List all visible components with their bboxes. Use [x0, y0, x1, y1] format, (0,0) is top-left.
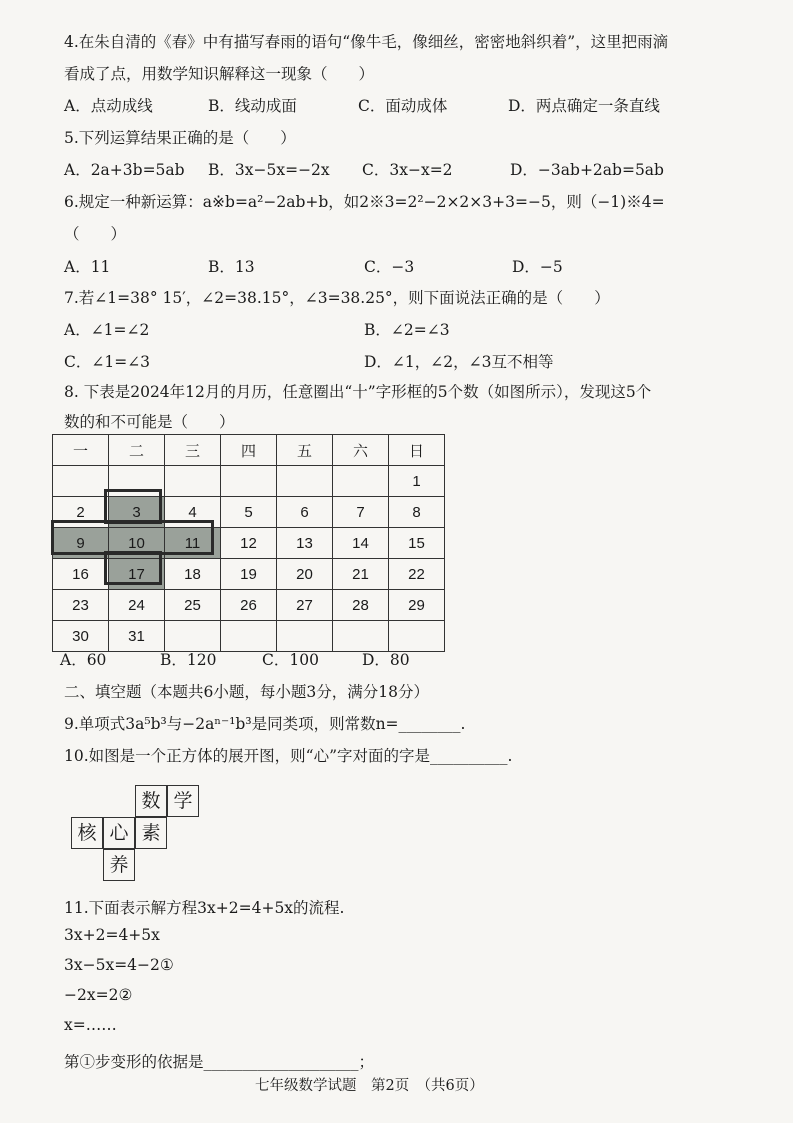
calendar-header-cell: 三	[165, 435, 221, 466]
q11-step-3: −2x=2②	[64, 986, 133, 1004]
q11-step-4: x=……	[64, 1016, 117, 1034]
calendar-header-cell: 一	[53, 435, 109, 466]
calendar-day-cell: 12	[221, 528, 277, 559]
q11-stem: 11.下面表示解方程3x+2=4+5x的流程.	[64, 899, 345, 917]
calendar-day-cell: 18	[165, 559, 221, 590]
q9-stem: 9.单项式3a⁵b³与−2aⁿ⁻¹b³是同类项，则常数n=________.	[64, 715, 466, 733]
calendar-day-cell	[333, 466, 389, 497]
calendar-day-cell: 16	[53, 559, 109, 590]
q8-stem-line2: 数的和不可能是（ ）	[64, 413, 235, 431]
q10-stem: 10.如图是一个正方体的展开图，则“心”字对面的字是__________.	[64, 747, 513, 765]
q6-option-b: B．13	[208, 258, 255, 276]
q11-step-1: 3x+2=4+5x	[64, 926, 160, 944]
calendar-header-cell: 日	[389, 435, 445, 466]
q4-option-a: A．点动成线	[64, 97, 153, 115]
section-heading: 二、填空题（本题共6小题，每小题3分，满分18分）	[64, 683, 429, 701]
calendar-day-cell: 17	[109, 559, 165, 590]
calendar-day-cell: 11	[165, 528, 221, 559]
net-cell-he: 核	[71, 817, 103, 849]
q8-option-d: D．80	[362, 651, 410, 669]
calendar-day-cell	[221, 621, 277, 652]
q5-option-c: C．3x−x=2	[362, 161, 453, 179]
calendar-day-cell	[165, 621, 221, 652]
calendar-day-cell: 3	[109, 497, 165, 528]
calendar-day-cell: 24	[109, 590, 165, 621]
calendar-header-cell: 二	[109, 435, 165, 466]
q5-option-d: D．−3ab+2ab=5ab	[510, 161, 664, 179]
calendar-day-cell	[277, 466, 333, 497]
q7-option-d: D．∠1，∠2，∠3互不相等	[364, 353, 554, 371]
calendar-day-cell: 15	[389, 528, 445, 559]
calendar-day-cell: 29	[389, 590, 445, 621]
calendar-day-cell: 19	[221, 559, 277, 590]
calendar-day-cell: 4	[165, 497, 221, 528]
q11-question: 第①步变形的依据是____________________；	[64, 1053, 375, 1071]
q6-option-a: A．11	[64, 258, 111, 276]
calendar-day-cell	[277, 621, 333, 652]
q4-option-b: B．线动成面	[208, 97, 297, 115]
cross-frame-bottom	[104, 551, 162, 585]
q5-option-b: B．3x−5x=−2x	[208, 161, 330, 179]
net-cell-yang: 养	[103, 849, 135, 881]
calendar-day-cell: 14	[333, 528, 389, 559]
calendar-week-row	[53, 621, 445, 652]
calendar-week-row	[53, 590, 445, 621]
q5-stem: 5.下列运算结果正确的是（ ）	[64, 129, 296, 147]
calendar-header-cell: 四	[221, 435, 277, 466]
q7-option-a: A．∠1=∠2	[64, 321, 150, 339]
calendar-day-cell: 13	[277, 528, 333, 559]
calendar-day-cell: 7	[333, 497, 389, 528]
cross-frame-top	[104, 489, 162, 524]
q6-answer-paren: （ ）	[64, 225, 127, 243]
calendar-day-cell: 20	[277, 559, 333, 590]
q6-stem: 6.规定一种新运算：a※b=a²−2ab+b，如2※3=2²−2×2×3+3=−5，则（−1)※4=	[64, 193, 665, 211]
calendar-day-cell: 31	[109, 621, 165, 652]
calendar-day-cell	[53, 466, 109, 497]
q6-option-c: C．−3	[364, 258, 415, 276]
calendar-day-cell: 23	[53, 590, 109, 621]
q4-stem-line1: 4.在朱自清的《春》中有描写春雨的语句“像牛毛，像细丝，密密地斜织着”，这里把雨滴	[64, 33, 669, 51]
calendar-day-cell: 30	[53, 621, 109, 652]
calendar-day-cell: 27	[277, 590, 333, 621]
net-cell-shu: 数	[135, 785, 167, 817]
calendar-header-cell: 五	[277, 435, 333, 466]
calendar-day-cell: 26	[221, 590, 277, 621]
calendar-day-cell: 21	[333, 559, 389, 590]
q8-stem-line1: 8. 下表是2024年12月的月历，任意圈出“十”字形框的5个数（如图所示），发现这5个	[64, 383, 652, 401]
calendar-day-cell: 10	[109, 528, 165, 559]
calendar-day-cell: 1	[389, 466, 445, 497]
calendar-header-row	[53, 435, 445, 466]
calendar-day-cell: 6	[277, 497, 333, 528]
page-footer: 七年级数学试题 第2页 （共6页）	[255, 1078, 484, 1094]
q5-option-a: A．2a+3b=5ab	[64, 161, 185, 179]
q6-option-d: D．−5	[512, 258, 563, 276]
calendar-day-cell: 5	[221, 497, 277, 528]
net-cell-su: 素	[135, 817, 167, 849]
net-cell-xue: 学	[167, 785, 199, 817]
q8-option-b: B．120	[160, 651, 217, 669]
q4-stem-line2: 看成了点，用数学知识解释这一现象（ ）	[64, 65, 375, 83]
q4-option-c: C．面动成体	[358, 97, 448, 115]
q7-stem: 7.若∠1=38° 15′，∠2=38.15°，∠3=38.25°，则下面说法正确的是（ ）	[64, 289, 610, 307]
calendar-day-cell: 28	[333, 590, 389, 621]
calendar-day-cell: 25	[165, 590, 221, 621]
net-cell-xin: 心	[103, 817, 135, 849]
q7-option-c: C．∠1=∠3	[64, 353, 151, 371]
cross-frame-middle	[51, 520, 214, 555]
q8-option-c: C．100	[262, 651, 319, 669]
calendar-day-cell	[165, 466, 221, 497]
calendar-day-cell: 9	[53, 528, 109, 559]
calendar-day-cell: 22	[389, 559, 445, 590]
calendar-day-cell: 2	[53, 497, 109, 528]
calendar-day-cell	[389, 621, 445, 652]
q8-option-a: A．60	[60, 651, 107, 669]
calendar-day-cell	[221, 466, 277, 497]
q7-option-b: B．∠2=∠3	[364, 321, 450, 339]
calendar-header-cell: 六	[333, 435, 389, 466]
q11-step-2: 3x−5x=4−2①	[64, 956, 174, 974]
q4-option-d: D．两点确定一条直线	[508, 97, 660, 115]
calendar-day-cell	[333, 621, 389, 652]
calendar-day-cell: 8	[389, 497, 445, 528]
